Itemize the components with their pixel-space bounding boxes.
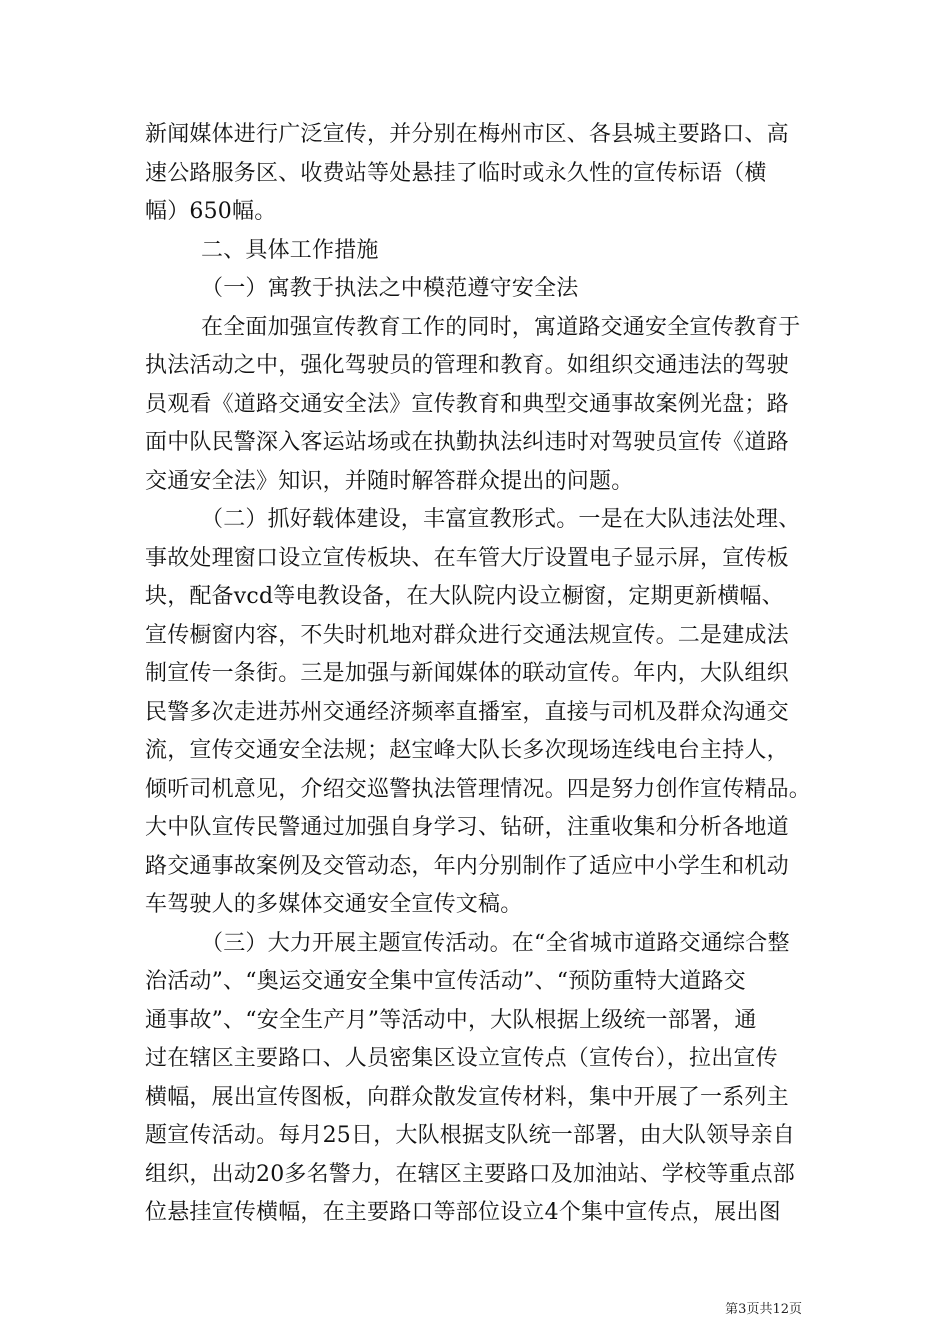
subsection-heading: （一）寓教于执法之中模范遵守安全法 (201, 276, 579, 301)
text-line: 员观看《道路交通安全法》宣传教育和典型交通事故案例光盘；路 (145, 391, 789, 417)
text-line: 新闻媒体进行广泛宣传，并分别在梅州市区、各县城主要路口、高 (145, 122, 789, 147)
paragraph-start: （三）大力开展主题宣传活动。在“全省城市道路交通综合整 (201, 930, 790, 956)
text-line: 幅）650幅。 (145, 199, 277, 224)
text-line: 治活动”、“奥运交通安全集中宣传活动”、“预防重特大道路交 (145, 969, 746, 994)
text-line: 宣传橱窗内容，不失时机地对群众进行交通法规宣传。二是建成法 (145, 622, 789, 648)
text-line: 民警多次走进苏州交通经济频率直播室，直接与司机及群众沟通交 (145, 699, 789, 725)
section-heading: 二、具体工作措施 (201, 237, 379, 263)
body-text (145, 116, 815, 1233)
text-line: 车驾驶人的多媒体交通安全宣传文稿。 (145, 892, 523, 917)
text-line: 制宣传一条街。三是加强与新闻媒体的联动宣传。年内，大队组织 (145, 661, 789, 686)
text-line: 交通安全法》知识，并随时解答群众提出的问题。 (145, 468, 634, 494)
paragraph-start: （二）抓好载体建设，丰富宣教形式。一是在大队违法处理、 (201, 507, 801, 532)
text-line: 题宣传活动。每月25日，大队根据支队统一部署，由大队领导亲自 (145, 1123, 795, 1148)
text-line: 事故处理窗口设立宣传板块、在车管大厅设置电子显示屏，宣传板 (145, 545, 789, 571)
text-line: 位悬挂宣传横幅，在主要路口等部位设立4个集中宣传点，展出图 (145, 1200, 781, 1225)
text-line: 执法活动之中，强化驾驶员的管理和教育。如组织交通违法的驾驶 (145, 353, 789, 378)
text-line: 倾听司机意见，介绍交巡警执法管理情况。四是努力创作宣传精品。 (145, 776, 812, 802)
text-line: 路交通事故案例及交管动态，年内分别制作了适应中小学生和机动 (145, 853, 789, 879)
page-number: 第3页共12页 (725, 1302, 802, 1317)
text-line: 通事故”、“安全生产月”等活动中，大队根据上级统一部署，通 (145, 1007, 757, 1033)
text-line: 流，宣传交通安全法规；赵宝峰大队长多次现场连线电台主持人， (145, 738, 789, 763)
text-line: 横幅，展出宣传图板，向群众散发宣传材料，集中开展了一系列主 (145, 1084, 789, 1110)
text-line: 块，配备vcd等电教设备，在大队院内设立橱窗，定期更新横幅、 (145, 584, 784, 609)
text-line: 速公路服务区、收费站等处悬挂了临时或永久性的宣传标语（横 (145, 160, 767, 186)
text-line: 组织，出动20多名警力，在辖区主要路口及加油站、学校等重点部 (145, 1161, 795, 1187)
text-line: 面中队民警深入客运站场或在执勤执法纠违时对驾驶员宣传《道路 (145, 430, 789, 455)
text-line: 过在辖区主要路口、人员密集区设立宣传点（宣传台），拉出宣传 (145, 1046, 778, 1071)
text-line: 大中队宣传民警通过加强自身学习、钻研，注重收集和分析各地道 (145, 815, 789, 840)
paragraph-start: 在全面加强宣传教育工作的同时，寓道路交通安全宣传教育于 (201, 314, 801, 340)
